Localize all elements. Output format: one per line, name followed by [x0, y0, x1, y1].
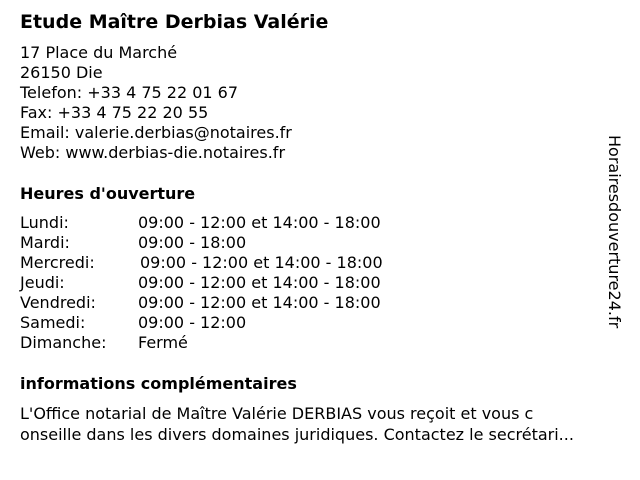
phone-number[interactable]: Telefon: +33 4 75 22 01 67: [20, 83, 239, 102]
contact-block: [20, 43, 292, 163]
hours-day: Vendredi:: [20, 293, 96, 312]
hours-row-friday: [20, 293, 440, 313]
opening-hours-table: [20, 213, 440, 353]
hours-day: Dimanche:: [20, 333, 107, 352]
hours-day: Samedi:: [20, 313, 86, 332]
hours-row-monday: [20, 213, 440, 233]
additional-info-text: [20, 403, 625, 445]
address-city: 26150 Die: [20, 63, 103, 82]
hours-day: Lundi:: [20, 213, 69, 232]
hours-time: 09:00 - 12:00: [138, 313, 247, 332]
hours-time: 09:00 - 12:00 et 14:00 - 18:00: [138, 293, 381, 312]
hours-day: Jeudi:: [20, 273, 65, 292]
side-brand-watermark: Horairesdouverture24.fr: [605, 135, 624, 329]
hours-row-saturday: [20, 313, 440, 333]
address-street: 17 Place du Marché: [20, 43, 178, 62]
hours-time: 09:00 - 12:00 et 14:00 - 18:00: [140, 253, 383, 272]
website-address[interactable]: Web: www.derbias-die.notaires.fr: [20, 143, 286, 162]
hours-time: Fermé: [138, 333, 188, 352]
opening-hours-heading: Heures d'ouverture: [20, 184, 196, 203]
business-title: Etude Maître Derbias Valérie: [20, 11, 329, 33]
hours-row-wednesday: [20, 253, 440, 273]
hours-day: Mardi:: [20, 233, 70, 252]
hours-time: 09:00 - 18:00: [138, 233, 247, 252]
hours-row-thursday: [20, 273, 440, 293]
fax-number: Fax: +33 4 75 22 20 55: [20, 103, 209, 122]
email-address[interactable]: Email: valerie.derbias@notaires.fr: [20, 123, 292, 142]
hours-row-tuesday: [20, 233, 440, 253]
additional-info-heading: informations complémentaires: [20, 374, 297, 393]
hours-day: Mercredi:: [20, 253, 95, 272]
info-line: L'Office notarial de Maître Valérie DERBIAS vous reçoit et vous c: [20, 404, 534, 423]
hours-time: 09:00 - 12:00 et 14:00 - 18:00: [138, 273, 381, 292]
hours-row-sunday: [20, 333, 440, 353]
hours-time: 09:00 - 12:00 et 14:00 - 18:00: [138, 213, 381, 232]
info-line: onseille dans les divers domaines juridiques. Contactez le secrétari...: [20, 425, 574, 444]
